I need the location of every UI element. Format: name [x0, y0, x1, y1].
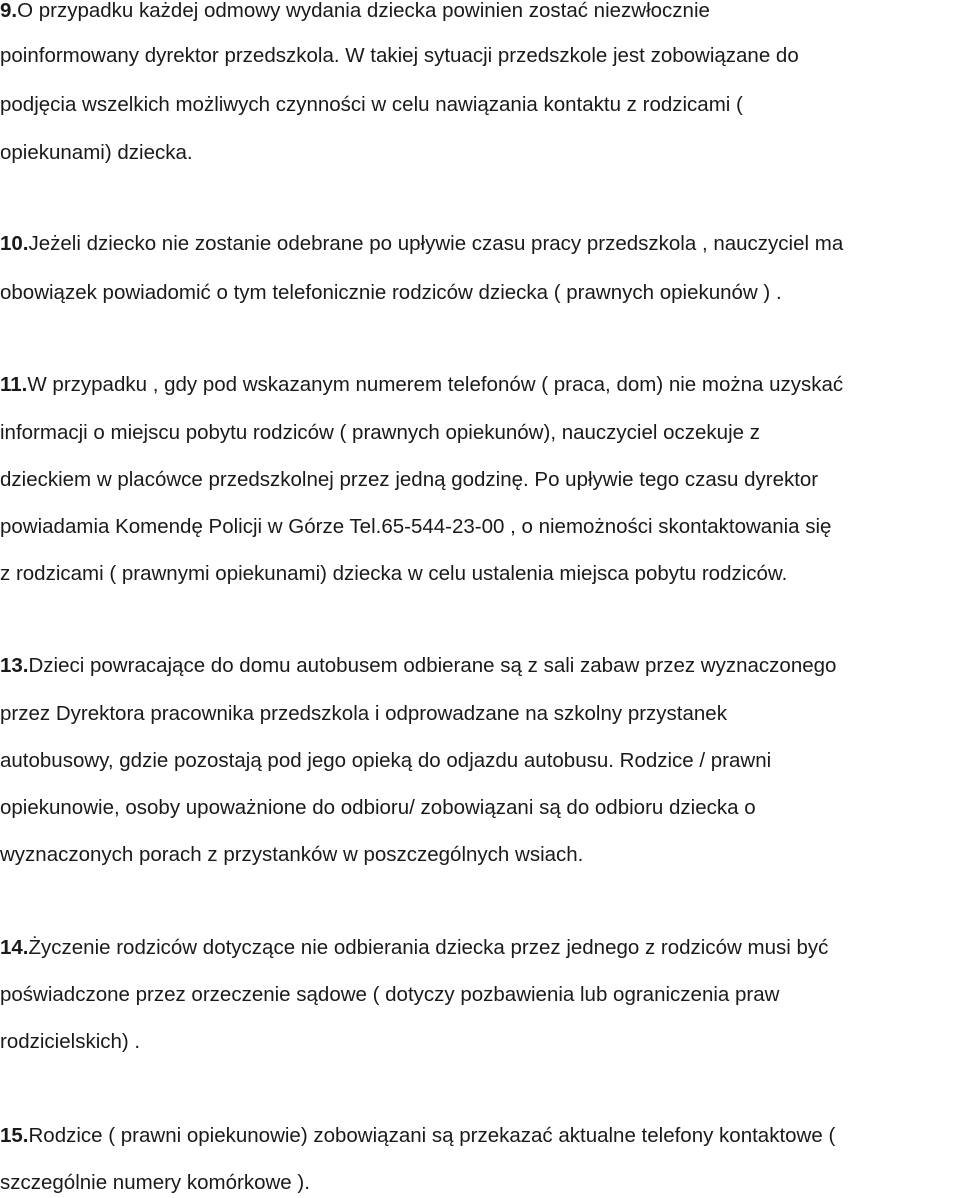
item-text: podjęcia wszelkich możliwych czynności w celu nawiązania kontaktu z rodzicami (: [0, 93, 743, 116]
item-11-line-1: [0, 372, 960, 398]
item-text: Życzenie rodziców dotyczące nie odbierania dziecka przez jednego z rodziców musi być: [28, 936, 829, 959]
item-10-line-1: [0, 231, 960, 257]
item-text: rodzicielskich) .: [0, 1030, 141, 1053]
item-text: obowiązek powiadomić o tym telefonicznie rodziców dziecka ( prawnych opiekunów ) .: [0, 281, 782, 304]
item-number: 14.: [0, 936, 29, 959]
item-text: wyznaczonych porach z przystanków w poszczególnych wsiach.: [0, 843, 584, 866]
item-11-line-3: [0, 467, 960, 493]
item-10-line-2: [0, 280, 960, 306]
item-text: przez Dyrektora pracownika przedszkola i odprowadzane na szkolny przystanek: [0, 702, 727, 725]
item-14-line-2: [0, 982, 960, 1008]
item-9-line-3: [0, 92, 960, 118]
item-text: opiekunowie, osoby upoważnione do odbioru/ zobowiązani są do odbioru dziecka o: [0, 796, 756, 819]
item-text: opiekunami) dziecka.: [0, 141, 193, 164]
item-text: Jeżeli dziecko nie zostanie odebrane po upływie czasu pracy przedszkola , nauczyciel ma: [28, 232, 844, 255]
item-number: 13.: [0, 654, 29, 677]
item-text: z rodzicami ( prawnymi opiekunami) dziecka w celu ustalenia miejsca pobytu rodziców.: [0, 562, 788, 585]
item-14-line-3: [0, 1029, 960, 1055]
item-13-line-2: [0, 701, 960, 727]
item-text: powiadamia Komendę Policji w Górze Tel.65-544-23-00 , o niemożności skontaktowania się: [0, 515, 832, 538]
item-text: szczególnie numery komórkowe ).: [0, 1171, 310, 1194]
item-number: 9.: [0, 0, 18, 22]
item-9-line-2: [0, 43, 960, 69]
item-text: Rodzice ( prawni opiekunowie) zobowiązani są przekazać aktualne telefony kontaktowe (: [28, 1124, 836, 1147]
item-9-line-4: [0, 140, 960, 166]
item-text: informacji o miejscu pobytu rodziców ( prawnych opiekunów), nauczyciel oczekuje z: [0, 421, 760, 444]
item-number: 15.: [0, 1124, 29, 1147]
item-text: poświadczone przez orzeczenie sądowe ( dotyczy pozbawienia lub ograniczenia praw: [0, 983, 780, 1006]
item-number: 10.: [0, 232, 29, 255]
item-text: Dzieci powracające do domu autobusem odbierane są z sali zabaw przez wyznaczonego: [28, 654, 837, 677]
item-text: O przypadku każdej odmowy wydania dziecka powinien zostać niezwłocznie: [17, 0, 710, 22]
item-text: dzieckiem w placówce przedszkolnej przez jedną godzinę. Po upływie tego czasu dyrektor: [0, 468, 819, 491]
item-14-line-1: [0, 935, 960, 961]
item-11-line-4: [0, 514, 960, 540]
item-15-line-2: [0, 1170, 960, 1196]
item-text: autobusowy, gdzie pozostają pod jego opieką do odjazdu autobusu. Rodzice / prawni: [0, 749, 772, 772]
item-text: poinformowany dyrektor przedszkola. W takiej sytuacji przedszkole jest zobowiązane do: [0, 44, 799, 67]
item-11-line-2: [0, 420, 960, 446]
item-13-line-5: [0, 842, 960, 868]
item-13-line-4: [0, 795, 960, 821]
item-15-line-1: [0, 1123, 960, 1149]
item-11-line-5: [0, 561, 960, 587]
item-13-line-3: [0, 748, 960, 774]
item-9-line-1: [0, 0, 960, 24]
item-text: W przypadku , gdy pod wskazanym numerem telefonów ( praca, dom) nie można uzyskać: [27, 373, 844, 396]
item-13-line-1: [0, 653, 960, 679]
item-number: 11.: [0, 373, 28, 396]
